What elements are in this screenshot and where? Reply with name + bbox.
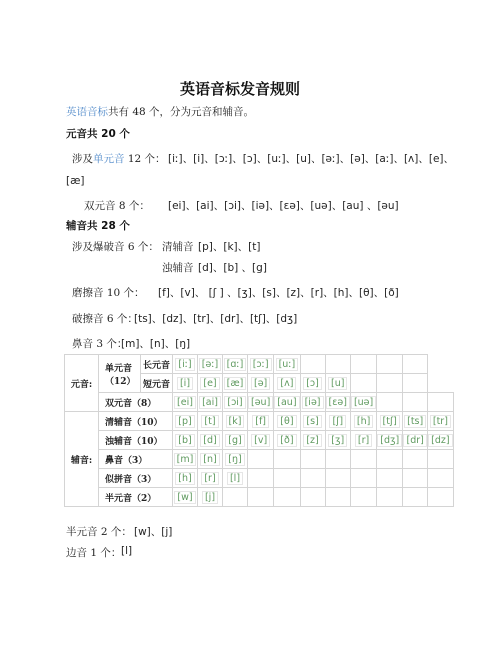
table-cell: [g] [225,434,244,447]
semivowel-label: 半元音 2 个： [66,526,132,538]
table-cell: [d] [200,434,219,447]
plosive-voiceless-list: [p]、[k]、[t] [198,241,261,253]
lateral-label: 边音 1 个： [66,547,122,559]
plosive-label: 涉及爆破音 6 个： [72,241,159,253]
table-cell: [θ] [277,415,296,428]
table-cell: [uː] [276,358,299,371]
table-cell: [n] [200,453,219,466]
diphthong-label: 双元音 8 个： [84,200,150,212]
consonant-heading: 辅音共 28 个 [66,220,130,232]
table-cell: [iː] [175,358,194,371]
table-cell: [ei] [174,396,196,409]
table-row-voiced [65,431,454,450]
mono-list: [iː]、[i]、[ɔː]、[ɔ]、[uː]、[u]、[əː]、[ə]、[aː]、[ʌ]、[e]、 [168,153,455,165]
lateral-list: [l] [121,545,133,557]
table-cell: [ŋ] [225,453,244,466]
vowel-heading: 元音共 20 个 [66,128,130,140]
table-cell: [ʃ] [329,415,346,428]
table-cell: [b] [175,434,194,447]
mono-label: 涉及 [72,153,93,165]
vowel-category: 元音: [65,355,99,412]
nasal-label: 鼻音 3 个： [72,338,128,350]
table-cell: [əu] [248,396,273,409]
table-cell: [dz] [428,434,452,447]
short-label: 短元音 [141,374,173,393]
table-cell: [l] [227,472,243,485]
diph-row-label: 双元音（8） [99,393,173,412]
page-title: 英语音标发音规则 [179,80,300,98]
table-cell: [p] [175,415,194,428]
table-cell: [s] [303,415,321,428]
table-cell: [r] [355,434,372,447]
monophthong-line [72,151,166,166]
table-cell: [j] [202,491,218,504]
table-row-nasal [65,450,454,469]
table-cell: [ð] [277,434,296,447]
table-cell: [h] [354,415,373,428]
table-cell: [f] [252,415,269,428]
table-cell: [u] [328,377,347,390]
mono-row-label: 单元音（12） [99,355,141,393]
semivowel-list: [w]、[j] [134,526,173,538]
table-row-semi [65,488,454,507]
table-cell: [t] [201,415,218,428]
plosive-voiceless-label: 清辅音 [162,241,194,253]
table-cell: [dʒ] [377,434,402,447]
nasal-row-label: 鼻音（3） [99,450,173,469]
table-row-long [65,355,454,374]
plosive-voiced-label: 浊辅音 [162,262,194,274]
table-cell: [k] [226,415,245,428]
mono-count: 12 个： [124,153,166,165]
voiceless-row-label: 清辅音（10） [99,412,173,431]
diphthong-list: [ei]、[ai]、[ɔi]、[iə]、[ɛə]、[uə]、[au] 、[əu] [168,200,399,212]
table-cell: [tʃ] [380,415,400,428]
table-cell: [m] [174,453,197,466]
fricative-label: 磨擦音 10 个： [72,287,145,299]
voiced-row-label: 浊辅音（10） [99,431,173,450]
table-cell: [ɛə] [326,396,350,409]
table-cell: [ɑː] [224,358,247,371]
table-cell: [z] [303,434,321,447]
table-cell: [ts] [404,415,426,428]
table-cell: [v] [251,434,270,447]
affricate-label: 破擦音 6 个： [72,313,138,325]
approx-row-label: 似拼音（3） [99,469,173,488]
plosive-voiced-list: [d]、[b] 、[g] [198,262,267,274]
intro-paragraph [66,104,254,119]
table-cell: [dr] [403,434,426,447]
fricative-list: [f]、[v]、 [ʃ ] 、[ʒ]、[s]、[z]、[r]、[h]、[θ]、[ð] [158,287,399,299]
consonant-category: 辅音: [65,412,99,507]
table-cell: [ɔ] [303,377,322,390]
intro-link-phonetic[interactable]: 音标 [87,106,108,118]
table-cell: [r] [201,472,218,485]
table-cell: [ɔi] [224,396,245,409]
table-cell: [əː] [199,358,221,371]
table-cell: [w] [174,491,195,504]
table-cell: [ə] [251,377,270,390]
table-cell: [æ] [224,377,247,390]
table-cell: [ʒ] [328,434,347,447]
table-row-voiceless [65,412,454,431]
semi-row-label: 半元音（2） [99,488,173,507]
table-cell: [ai] [199,396,221,409]
long-label: 长元音 [141,355,173,374]
table-cell: [tr] [430,415,451,428]
table-cell: [h] [175,472,194,485]
nasal-list: [m]、[n]、[ŋ] [121,338,191,350]
table-cell: [ʌ] [277,377,296,390]
table-row-approx [65,469,454,488]
table-cell: [i] [177,377,193,390]
affricate-list: [ts]、[dz]、[tr]、[dr]、[tʃ]、[dʒ] [134,313,298,325]
table-cell: [au] [274,396,299,409]
table-cell: [uə] [351,396,376,409]
mono-list-cont: [æ] [66,175,85,187]
table-cell: [iə] [302,396,324,409]
intro-link-english[interactable]: 英语 [66,106,87,118]
intro-text: 共有 48 个，分为元音和辅音。 [108,106,255,118]
table-cell: [ɔː] [250,358,272,371]
mono-link[interactable]: 单元音 [93,153,125,165]
table-cell: [e] [200,377,219,390]
table-row-diph [65,393,454,412]
phonetic-table [64,354,454,507]
